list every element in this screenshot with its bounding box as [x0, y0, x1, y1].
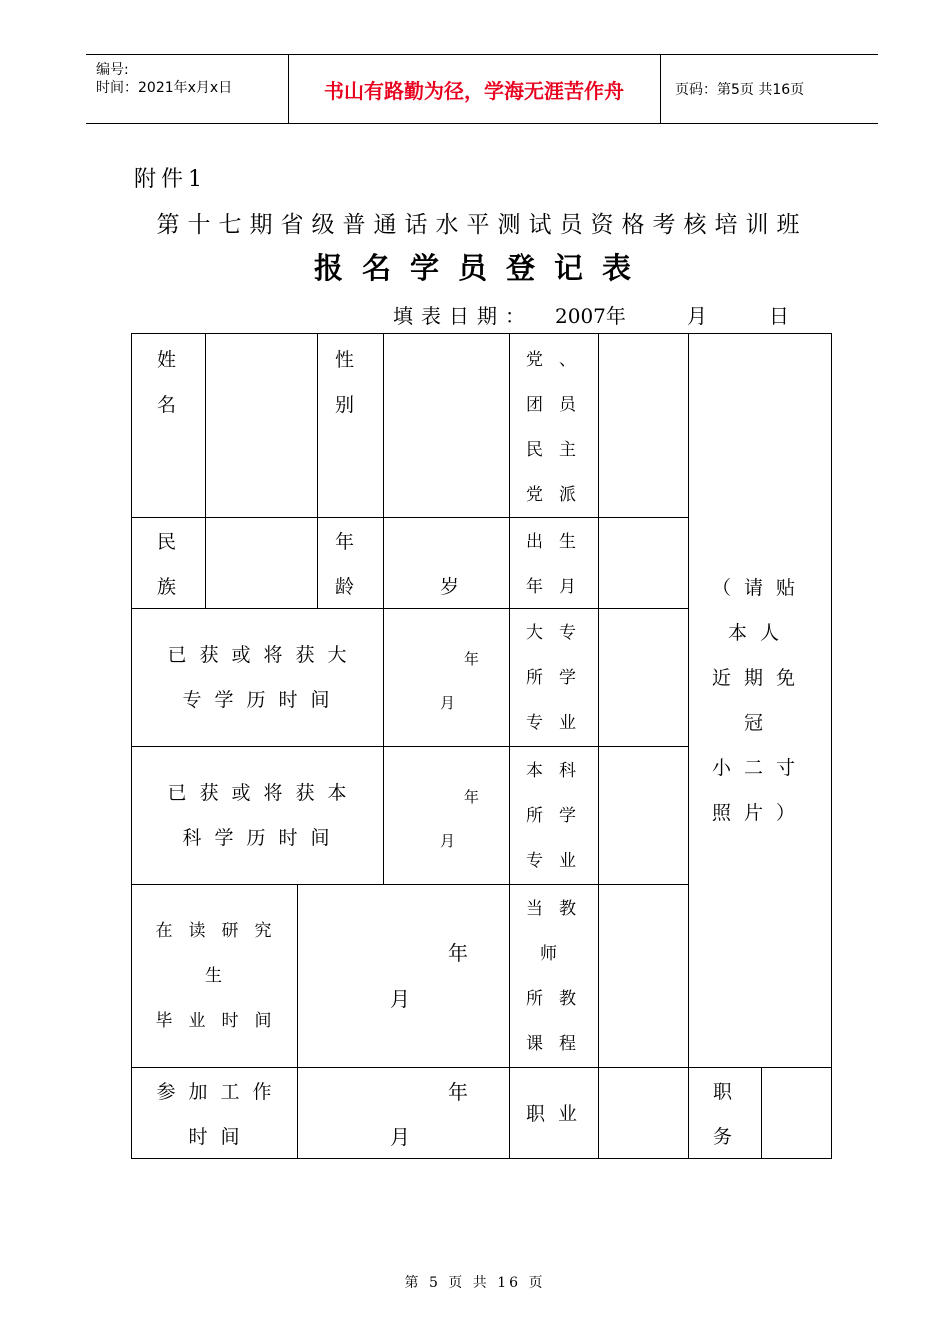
date-label: 时间：2021年x月x日 [96, 80, 233, 96]
fill-date-year: 2007年 [555, 304, 626, 328]
college-major-line1: 大专 [526, 623, 592, 643]
name-label-line1: 姓 [157, 349, 190, 371]
college-label-cell [131, 608, 384, 747]
gender-label-line2: 别 [335, 394, 368, 416]
photo-note-line1: （请贴 [711, 577, 808, 599]
age-label-line2: 龄 [335, 576, 368, 598]
graduate-month: 月 [390, 987, 410, 1011]
gender-label-line1: 性 [335, 349, 368, 371]
party-label-cell [509, 333, 599, 518]
birth-label-line2: 年月 [526, 577, 592, 597]
college-year: 年 [464, 650, 480, 668]
form-title: 报名学员登记表 [313, 251, 650, 285]
bachelor-major-line1: 本科 [526, 761, 592, 781]
page-footer: 第 5 页 共 16 页 [404, 1275, 546, 1291]
photo-note-line6: 照片） [711, 802, 808, 824]
course-label-line1: 当教 [526, 899, 592, 919]
bachelor-label-cell [131, 746, 384, 885]
course-label-line2: 师 [540, 944, 573, 964]
college-date-field[interactable] [383, 608, 510, 747]
work-label-line1: 参加工作 [156, 1081, 285, 1103]
course-field[interactable] [598, 884, 689, 1068]
gender-field[interactable] [383, 333, 510, 518]
college-major-field[interactable] [598, 608, 689, 747]
bachelor-major-field[interactable] [598, 746, 689, 885]
photo-note-line5: 小二寸 [711, 757, 808, 779]
birth-label-cell [509, 517, 599, 609]
work-month: 月 [390, 1125, 410, 1149]
photo-note-line3: 近期免 [711, 667, 808, 689]
bachelor-month: 月 [440, 832, 456, 850]
graduate-date-field[interactable] [297, 884, 510, 1068]
work-date-field[interactable] [297, 1067, 510, 1159]
bachelor-major-line3: 专业 [526, 851, 592, 871]
bachelor-label-line2: 科学历时间 [182, 827, 343, 849]
party-label-line4: 党派 [526, 485, 592, 505]
college-label-line2: 专学历时间 [182, 689, 343, 711]
form-subtitle: 第十七期省级普通话水平测试员资格考核培训班 [156, 212, 808, 238]
work-label-line2: 时间 [188, 1126, 253, 1148]
fill-date-month: 月 [687, 304, 707, 328]
course-label-line3: 所教 [526, 989, 592, 1009]
work-label-cell [131, 1067, 298, 1159]
college-major-label-cell [509, 608, 599, 747]
bachelor-label-line1: 已获或将获本 [167, 782, 360, 804]
occupation-label-cell [509, 1067, 599, 1159]
attachment-label: 附件1 [134, 167, 207, 192]
ethnic-field[interactable] [205, 517, 318, 609]
fill-date-day: 日 [769, 304, 789, 328]
age-field[interactable] [383, 517, 510, 609]
serial-number-label: 编号: [96, 62, 129, 78]
course-label-cell [509, 884, 599, 1068]
college-major-line3: 专业 [526, 713, 592, 733]
party-field[interactable] [598, 333, 689, 518]
party-label-line2: 团员 [526, 395, 592, 415]
occupation-label: 职业 [526, 1103, 591, 1125]
work-year: 年 [448, 1080, 468, 1104]
course-label-line4: 课程 [526, 1034, 592, 1054]
occupation-field[interactable] [598, 1067, 689, 1159]
bachelor-major-line2: 所学 [526, 806, 592, 826]
photo-note-line2: 本人 [727, 622, 792, 644]
college-month: 月 [440, 694, 456, 712]
post-label-line1: 职 [713, 1081, 746, 1103]
graduate-label-cell [131, 884, 298, 1068]
college-label-line1: 已获或将获大 [167, 644, 360, 666]
bachelor-major-label-cell [509, 746, 599, 885]
photo-note-line4: 冠 [743, 712, 776, 734]
header-motto: 书山有路勤为径，学海无涯苦作舟 [288, 55, 661, 123]
bachelor-year: 年 [464, 788, 480, 806]
post-label-cell [688, 1067, 762, 1159]
graduate-year: 年 [448, 941, 468, 965]
bachelor-date-field[interactable] [383, 746, 510, 885]
party-label-line1: 党、 [526, 350, 592, 370]
name-field[interactable] [205, 333, 318, 518]
age-label-line1: 年 [335, 531, 368, 553]
post-field[interactable] [761, 1067, 832, 1159]
birth-field[interactable] [598, 517, 689, 609]
fill-date-label: 填表日期： [393, 304, 533, 328]
photo-placeholder[interactable] [688, 333, 832, 1068]
age-label-cell [317, 517, 384, 609]
graduate-label-line3: 毕业时间 [155, 1011, 288, 1031]
birth-label-line1: 出生 [526, 532, 592, 552]
graduate-label-line1: 在读研究 [155, 921, 288, 941]
ethnic-label-line2: 族 [157, 576, 190, 598]
gender-label-cell [317, 333, 384, 518]
name-label-line2: 名 [157, 394, 190, 416]
graduate-label-line2: 生 [205, 966, 238, 986]
page-number-text: 页码：第5页 共16页 [675, 82, 805, 98]
age-unit: 岁 [440, 576, 473, 598]
post-label-line2: 务 [713, 1126, 746, 1148]
name-label-cell [131, 333, 206, 518]
ethnic-label-cell [131, 517, 206, 609]
party-label-line3: 民主 [526, 440, 592, 460]
ethnic-label-line1: 民 [157, 531, 190, 553]
college-major-line2: 所学 [526, 668, 592, 688]
